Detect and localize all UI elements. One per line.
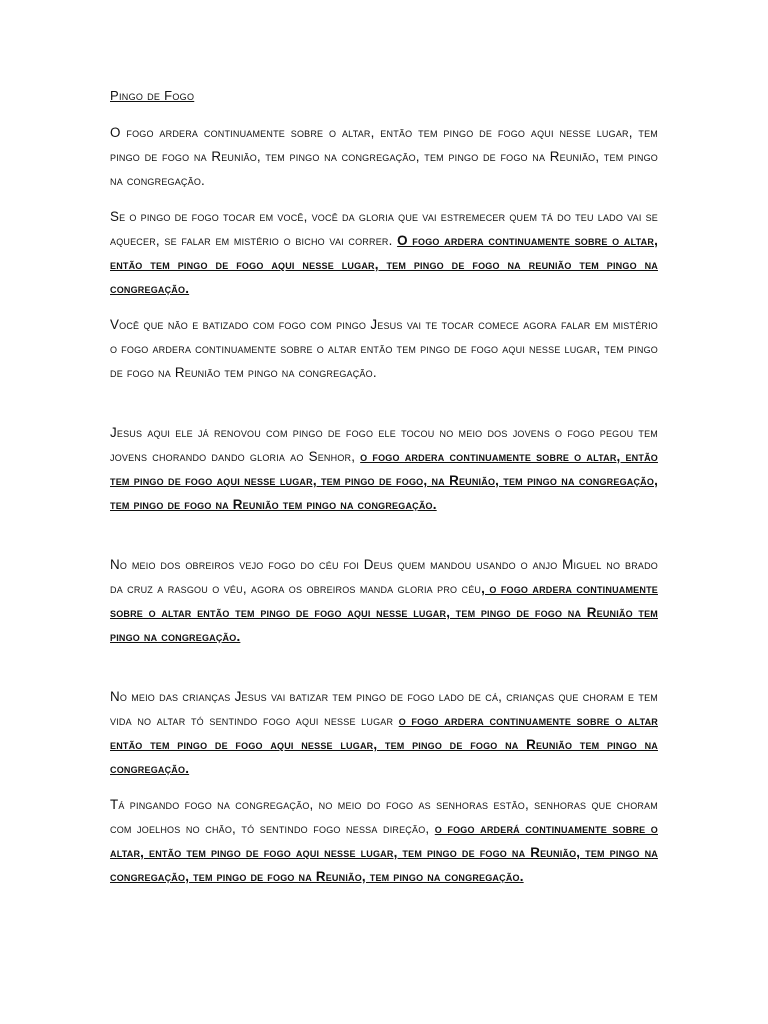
- paragraph-text: No meio das crianças Jesus vai batizar tem pingo de fogo lado de cá, crianças que choram e tem vida no altar tó sentindo fogo aqui nesse lugar: [110, 689, 658, 728]
- paragraph-4: [110, 421, 658, 517]
- paragraph-5: [110, 553, 658, 649]
- paragraph-underlined-text: , o fogo ardera continuamente sobre o altar então tem pingo de fogo aqui nesse lugar, tem pingo de fogo na Reunião tem pingo na congregação.: [110, 581, 658, 644]
- paragraph-text: Você que não e batizado com fogo com pingo Jesus vai te tocar comece agora falar em mistério o fogo ardera continuamente sobre o altar então tem pingo de fogo aqui nesse lugar, tem pingo de fogo na Reunião tem pingo na congregação.: [110, 317, 658, 380]
- paragraph-text: Tá pingando fogo na congregação, no meio do fogo as senhoras estão, senhoras que choram com joelhos no chão, tó sentindo fogo nessa direção,: [110, 797, 658, 836]
- paragraph-text: O fogo ardera continuamente sobre o altar, então tem pingo de fogo aqui nesse lugar, tem pingo de fogo na Reunião, tem pingo na congregação, tem pingo de fogo na Reunião, tem pingo na congregação.: [110, 125, 658, 188]
- paragraph-text: Se o pingo de fogo tocar em você, você da gloria que vai estremecer quem tá do teu lado vai se aquecer, se falar em mistério o bicho vai correr.: [110, 209, 658, 248]
- paragraph-underlined-text: o fogo ardera continuamente sobre o altar então tem pingo de fogo aqui nesse lugar, tem pingo de fogo na Reunião tem pingo na congregação.: [110, 713, 658, 776]
- paragraph-text: Jesus aqui ele já renovou com pingo de fogo ele tocou no meio dos jovens o fogo pegou tem jovens chorando dando gloria ao Senhor,: [110, 425, 658, 464]
- paragraph-2: [110, 205, 658, 301]
- paragraph-6: [110, 685, 658, 781]
- paragraph-3: [110, 313, 658, 385]
- paragraph-text: No meio dos obreiros vejo fogo do céu foi Deus quem mandou usando o anjo Miguel no brado da cruz a rasgou o véu, agora os obreiros manda gloria pro céu: [110, 557, 658, 596]
- paragraph-underlined-text: o fogo arderá continuamente sobre o altar, então tem pingo de fogo aqui nesse lugar, tem pingo de fogo na Reunião, tem pingo na congregação, tem pingo de fogo na Reunião, tem pingo na congregação.: [110, 821, 658, 884]
- paragraph-7: [110, 793, 658, 889]
- paragraph-underlined-text: o fogo ardera continuamente sobre o altar, então tem pingo de fogo aqui nesse lugar, tem pingo de fogo, na Reunião, tem pingo na congregação, tem pingo de fogo na Reunião tem pingo na congregação.: [110, 449, 658, 512]
- paragraph-underlined-text: O fogo ardera continuamente sobre o altar, então tem pingo de fogo aqui nesse lugar, tem pingo de fogo na reunião tem pingo na congregação.: [110, 233, 658, 296]
- document-title: Pingo de Fogo: [110, 88, 195, 103]
- paragraph-1: [110, 121, 658, 193]
